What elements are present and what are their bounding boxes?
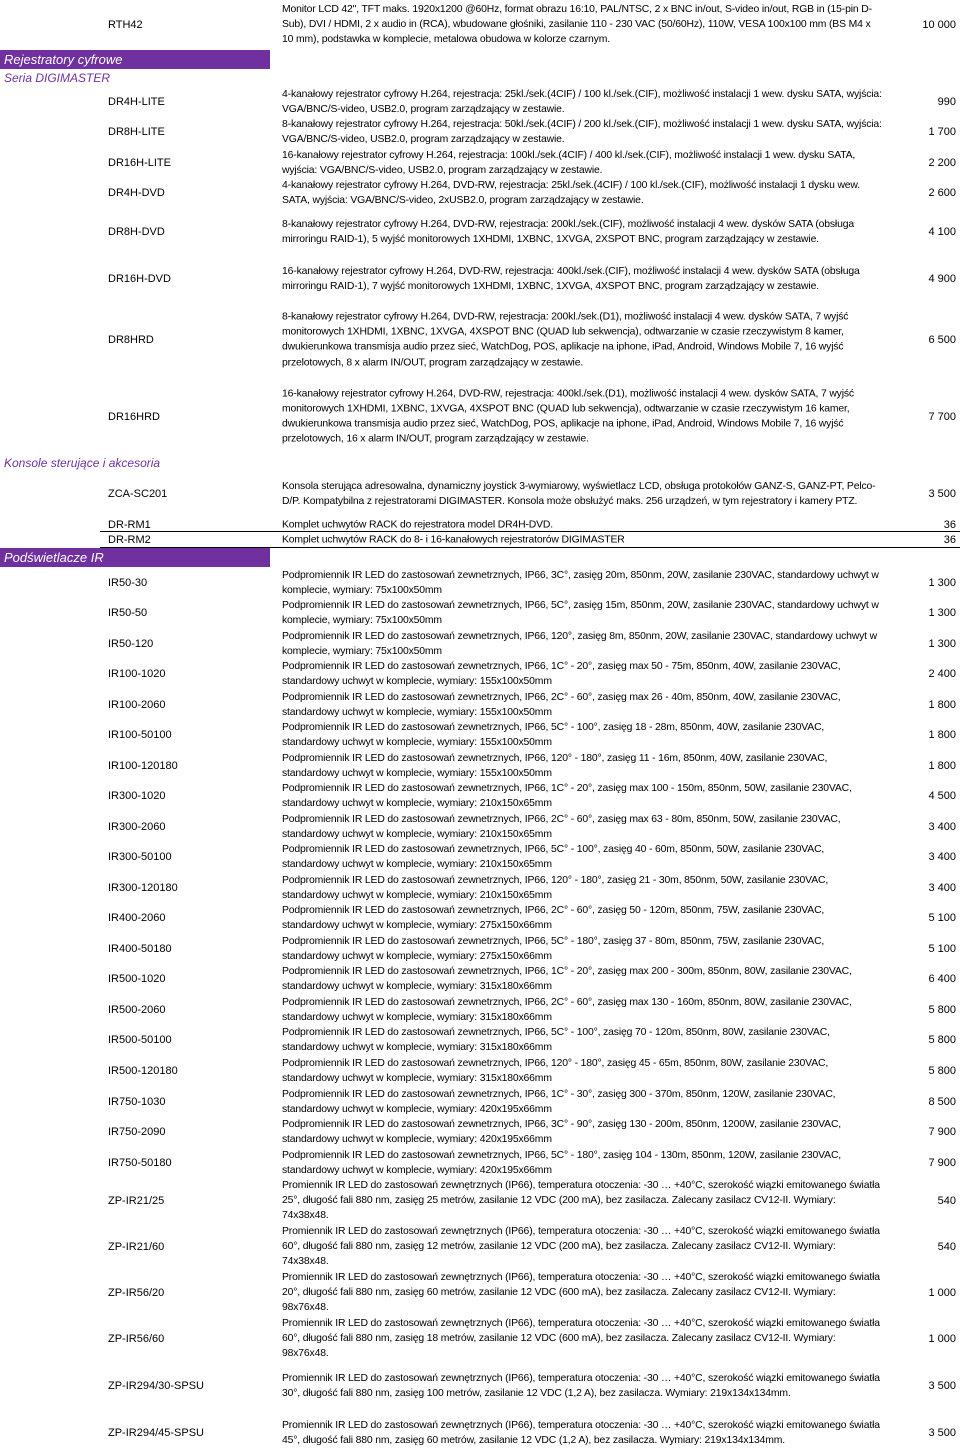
product-row [0, 1147, 960, 1178]
product-code: DR4H-DVD [108, 187, 165, 199]
product-description: 4-kanałowy rejestrator cyfrowy H.264, rejestracja: 25kl./sek.(4CIF) / 100 kl./sek.(CIF), możliwość instalacji 1 wew. dysku SATA, wyjścia: VGA/BNC/S-video, USB2.0, program zarządzający w zestawie. [282, 88, 882, 115]
product-price: 7 700 [928, 410, 956, 423]
product-row [0, 1055, 960, 1086]
product-description: Promiennik IR LED do zastosowań zewnętrznych (IP66), temperatura otoczenia: -30 … +40°C, szerokość wiązki emitowanego światła 60°, długość fali 880 nm, zasięg 18 metrów, zasilanie 12 VDC (600 mA), bez zasilacza. Zalecany zasilacz CV12-II. Wymiary: 98x76x48. [282, 1318, 880, 1360]
product-price: 1 300 [928, 576, 956, 589]
product-row [0, 1025, 960, 1055]
product-description: Podpromiennik IR LED do zastosowań zewnetrznych, IP66, 5C° - 180°, zasięg 104 - 130m, 850nm, 120W, zasilanie 230VAC, standardowy uchwyt w komplecie, wymiary: 420x195x66mm [282, 1149, 842, 1176]
product-row [0, 1086, 960, 1117]
product-code: ZP-IR294/30-SPSU [108, 1379, 204, 1392]
product-code: IR500-2060 [108, 1003, 166, 1016]
product-description: 8-kanałowy rejestrator cyfrowy H.264, DVD-RW, rejestracja: 200kl./sek.(D1), możliwość instalacji 4 wew. dysków SATA, 7 wyjść monitorowych 1XHDMI, 1XBNC, 1XVGA, 4XSPOT BNC (QUAD lub sekwencja), odtwarzanie w czasie rzeczywistym 8 kamer, dwukierunkowa transmisja audio przez sieć, WatchDog, POS, aplikacje na iphone, iPad, Android, Windows Mobile 7, 16 wyjść przelotowych, 8 x alarm IN/OUT, program zarządzający w zestawie. [282, 311, 849, 369]
product-price: 3 500 [928, 1426, 956, 1439]
product-description: Podpromiennik IR LED do zastosowań zewnetrznych, IP66, 5C°, zasięg 15m, 850nm, 20W, zasilanie 230VAC, standardowy uchwyt w komplecie, wymiary: 75x100x50mm [282, 599, 879, 626]
product-price: 7 900 [928, 1156, 956, 1169]
product-row [0, 750, 960, 781]
product-code: IR400-50180 [108, 942, 172, 955]
product-description: Promiennik IR LED do zastosowań zewnętrznych (IP66), temperatura otoczenia: -30 … +40°C, szerokość wiązki emitowanego światła 30°, długość fali 880 nm, zasięg 100 metrów, zasilanie 12 VDC (1,2 A), bez zasilacza. Wymiary: 219x134x134mm. [282, 1372, 880, 1399]
product-price: 5 100 [928, 912, 956, 924]
product-row [0, 178, 960, 208]
product-code: IR750-2090 [108, 1126, 166, 1138]
row-divider [100, 547, 960, 548]
product-code: DR16H-DVD [108, 272, 171, 285]
product-description: Podpromiennik IR LED do zastosowań zewnetrznych, IP66, 120° - 180°, zasięg 21 - 30m, 850nm, 50W, zasilanie 230VAC, standardowy uchwyt w komplecie, wymiary: 210x150x65mm [282, 874, 829, 901]
product-code: IR500-1020 [108, 973, 166, 985]
product-row [0, 781, 960, 811]
product-row [0, 964, 960, 994]
product-price: 990 [937, 95, 956, 108]
product-code: RTH42 [108, 19, 143, 31]
section-header-ir: Podświetlacze IR [0, 548, 270, 567]
product-price: 1 700 [928, 126, 956, 138]
product-row [0, 1409, 960, 1456]
product-description: 8-kanałowy rejestrator cyfrowy H.264, rejestracja: 50kl./sek.(4CIF) / 200 kl./sek.(CIF), możliwość instalacji 1 wew. dysku SATA, wyjścia: VGA/BNC/S-video, USB2.0, program zarządzający w zestawie. [282, 118, 882, 145]
product-price: 5 800 [928, 1034, 956, 1046]
section-header-rejestratory: Rejestratory cyfrowe [0, 50, 270, 69]
product-code: IR500-50100 [108, 1034, 172, 1046]
product-code: IR750-50180 [108, 1156, 172, 1169]
product-code: IR300-120180 [108, 881, 178, 894]
product-row [0, 255, 960, 302]
product-code: DR-RM2 [108, 534, 151, 546]
product-description: Podpromiennik IR LED do zastosowań zewnetrznych, IP66, 5C° - 100°, zasięg 70 - 120m, 850nm, 80W, zasilanie 230VAC, standardowy uchwyt w komplecie, wymiary: 315x180x66mm [282, 1026, 830, 1053]
product-row [0, 1270, 960, 1316]
product-row [0, 659, 960, 689]
product-description: 16-kanałowy rejestrator cyfrowy H.264, DVD-RW, rejestracja: 400kl./sek.(D1), możliwość instalacji 4 wew. dysków SATA, 7 wyjść monitorowych 1XHDMI, 1XBNC, 1XVGA, 4XSPOT BNC (QUAD lub sekwencja), odtwarzanie w czasie rzeczywistym 16 kamer, dwukierunkowa transmisja audio przez sieć, WatchDog, POS, aplikacje na iphone, iPad, Android, Windows Mobile 7, 16 wyjść przelotowych, 16 x alarm IN/OUT, program zarządzający w zestawie. [282, 388, 854, 445]
product-description: 8-kanałowy rejestrator cyfrowy H.264, DVD-RW, rejestracja: 200kl./sek.(CIF), możliwość instalacji 4 wew. dysków SATA (obsługa mirroringu RAID-1), 5 wyjść monitorowych 1XHDMI, 1XBNC, 1XVGA, 2XSPOT BNC, program zarządzający w zestawie. [282, 218, 854, 245]
product-code: IR300-50100 [108, 851, 172, 863]
product-description: Komplet uchwytów RACK do rejestratora model DR4H-DVD. [282, 518, 553, 530]
product-price: 3 500 [928, 1379, 956, 1392]
product-row [0, 872, 960, 903]
product-code: ZP-IR294/45-SPSU [108, 1426, 204, 1439]
product-code: DR16HRD [108, 410, 160, 423]
product-price: 4 100 [928, 226, 956, 238]
product-description: Podpromiennik IR LED do zastosowań zewnetrznych, IP66, 2C° - 60°, zasięg max 26 - 40m, 850nm, 40W, zasilanie 230VAC, standardowy uchwyt w komplecie, wymiary: 155x100x50mm [282, 691, 841, 718]
product-price: 1 800 [928, 729, 956, 741]
product-row [0, 1316, 960, 1362]
product-price: 4 500 [928, 790, 956, 802]
product-code: IR50-120 [108, 637, 154, 650]
product-description: 4-kanałowy rejestrator cyfrowy H.264, DVD-RW, rejestracja: 25kl./sek.(4CIF) / 100 kl./sek.(CIF), możliwość instalacji 1 dysku wew. SATA, wyjścia: VGA/BNC/S-video, 2xUSB2.0, program zarządzający w zestawie. [282, 179, 860, 206]
product-row [0, 532, 960, 548]
product-description: Konsola sterująca adresowalna, dynamiczny joystick 3-wymiarowy, wyświetlacz LCD, obsługa protokołów GANZ-S, GANZ-PT, Pelco-D/P. Kompatybilna z rejestratorami DIGIMASTER. Konsola może obsłużyć maks. 256 urządzeń, w tym rejestratory i kamery PTZ. [282, 480, 876, 507]
product-price: 540 [937, 1241, 956, 1253]
product-description: Podpromiennik IR LED do zastosowań zewnetrznych, IP66, 1C° - 20°, zasięg max 200 - 300m, 850nm, 80W, zasilanie 230VAC, standardowy uchwyt w komplecie, wymiary: 315x180x66mm [282, 965, 852, 992]
product-price: 1 300 [928, 637, 956, 650]
product-description: Podpromiennik IR LED do zastosowań zewnetrznych, IP66, 2C° - 60°, zasięg 50 - 120m, 850nm, 75W, zasilanie 230VAC, standardowy uchwyt w komplecie, wymiary: 275x150x66mm [282, 904, 825, 931]
product-price: 36 [943, 534, 956, 546]
product-code: IR300-2060 [108, 820, 166, 833]
product-row [0, 903, 960, 933]
product-price: 5 100 [928, 942, 956, 955]
product-description: Komplet uchwytów RACK do 8- i 16-kanałowych rejestratorów DIGIMASTER [282, 534, 625, 546]
product-description: Monitor LCD 42", TFT maks. 1920x1200 @60Hz, format obrazu 16:10, PAL/NTSC, 2 x BNC in/out, S-video in/out, RGB in (15-pin D-Sub), DVI / HDMI, 2 x audio in (RCA), wbudowane głośniki, zasilanie 110 - 230 VAC (50/60Hz), 110W, VESA 100x100 mm (BS M4 x 10 mm), podstawka w komplecie, metalowa obudowa w kolorze czarnym. [282, 4, 872, 46]
product-code: DR8H-LITE [108, 126, 165, 138]
product-description: 16-kanałowy rejestrator cyfrowy H.264, rejestracja: 100kl./sek.(4CIF) / 400 kl./sek.(CIF), możliwość instalacji 1 wew. dysku SATA, wyjścia: VGA/BNC/S-video, USB2.0, program zarządzający w zestawie. [282, 149, 856, 176]
product-row [0, 209, 960, 255]
product-row [0, 628, 960, 659]
product-price: 3 400 [928, 820, 956, 833]
product-row [0, 147, 960, 178]
product-description: Podpromiennik IR LED do zastosowań zewnetrznych, IP66, 2C° - 60°, zasięg max 63 - 80m, 850nm, 50W, zasilanie 230VAC, standardowy uchwyt w komplecie, wymiary: 210x150x65mm [282, 813, 841, 840]
product-description: Podpromiennik IR LED do zastosowań zewnetrznych, IP66, 5C° - 100°, zasięg 18 - 28m, 850nm, 40W, zasilanie 230VAC, standardowy uchwyt w komplecie, wymiary: 155x100x50mm [282, 721, 825, 748]
product-price: 4 900 [928, 272, 956, 285]
product-code: IR300-1020 [108, 790, 166, 802]
product-code: IR100-2060 [108, 698, 166, 711]
product-description: Podpromiennik IR LED do zastosowań zewnetrznych, IP66, 5C° - 180°, zasięg 37 - 80m, 850nm, 75W, zasilanie 230VAC, standardowy uchwyt w komplecie, wymiary: 275x150x66mm [282, 935, 825, 962]
product-price: 6 500 [928, 334, 956, 346]
product-price: 1 800 [928, 698, 956, 711]
product-code: IR500-120180 [108, 1064, 178, 1077]
product-price: 2 200 [928, 156, 956, 169]
product-row [0, 302, 960, 378]
product-description: Promiennik IR LED do zastosowań zewnętrznych (IP66), temperatura otoczenia: -30 … +40°C, szerokość wiązki emitowanego światła 45°, długość fali 880 nm, zasięg 60 metrów, zasilanie 12 VDC (1,2 A), bez zasilacza. Wymiary: 219x134x134mm. [282, 1419, 880, 1446]
product-price: 5 800 [928, 1064, 956, 1077]
product-description: Podpromiennik IR LED do zastosowań zewnetrznych, IP66, 3C° - 90°, zasięg 130 - 200m, 850nm, 1200W, zasilanie 230VAC, standardowy uchwyt w komplecie, wymiary: 420x195x66mm [282, 1118, 842, 1145]
product-row [0, 378, 960, 455]
product-row [0, 117, 960, 147]
product-row [0, 994, 960, 1025]
product-price: 5 800 [928, 1003, 956, 1016]
product-row [0, 86, 960, 117]
product-row [0, 689, 960, 720]
product-description: Podpromiennik IR LED do zastosowań zewnetrznych, IP66, 5C° - 100°, zasięg 40 - 60m, 850nm, 50W, zasilanie 230VAC, standardowy uchwyt w komplecie, wymiary: 210x150x65mm [282, 843, 825, 870]
product-code: IR50-50 [108, 607, 148, 619]
product-price: 540 [937, 1195, 956, 1207]
product-price: 1 300 [928, 607, 956, 619]
product-row [0, 0, 960, 50]
product-row [0, 1224, 960, 1270]
product-price: 1 000 [928, 1333, 956, 1345]
product-code: ZP-IR56/60 [108, 1333, 165, 1345]
product-code: DR8H-DVD [108, 226, 165, 238]
product-row [0, 567, 960, 598]
product-code: ZCA-SC201 [108, 487, 168, 500]
product-row [0, 720, 960, 750]
product-description: Podpromiennik IR LED do zastosowań zewnetrznych, IP66, 120°, zasięg 8m, 850nm, 20W, zasilanie 230VAC, standardowy uchwyt w komplecie, wymiary: 75x100x50mm [282, 630, 877, 657]
product-code: ZP-IR21/25 [108, 1195, 165, 1207]
product-description: Podpromiennik IR LED do zastosowań zewnetrznych, IP66, 3C°, zasięg 20m, 850nm, 20W, zasilanie 230VAC, standardowy uchwyt w komplecie, wymiary: 75x100x50mm [282, 569, 879, 596]
product-row [0, 517, 960, 532]
product-description: Podpromiennik IR LED do zastosowań zewnetrznych, IP66, 1C° - 20°, zasięg max 50 - 75m, 850nm, 40W, zasilanie 230VAC, standardowy uchwyt w komplecie, wymiary: 155x100x50mm [282, 660, 841, 687]
product-row [0, 1362, 960, 1409]
product-price: 6 400 [928, 973, 956, 985]
product-price: 8 500 [928, 1095, 956, 1108]
section-header-konsole: Konsole sterujące i akcesoria [4, 456, 161, 470]
product-code: IR100-120180 [108, 759, 178, 772]
product-price: 7 900 [928, 1126, 956, 1138]
product-description: Podpromiennik IR LED do zastosowań zewnetrznych, IP66, 1C° - 20°, zasięg max 100 - 150m, 850nm, 50W, zasilanie 230VAC, standardowy uchwyt w komplecie, wymiary: 210x150x65mm [282, 782, 852, 809]
product-description: Promiennik IR LED do zastosowań zewnętrznych (IP66), temperatura otoczenia: -30 … +40°C, szerokość wiązki emitowanego światła 20°, długość fali 880 nm, zasięg 60 metrów, zasilanie 12 VDC (600 mA), bez zasilacza. Zalecany zasilacz CV12-II. Wymiary: 98x76x48. [282, 1272, 880, 1314]
section-subheader-seria: Seria DIGIMASTER [4, 71, 111, 85]
product-price: 3 400 [928, 851, 956, 863]
product-code: IR400-2060 [108, 912, 166, 924]
product-code: ZP-IR56/20 [108, 1287, 165, 1299]
product-row [0, 1117, 960, 1147]
product-code: ZP-IR21/60 [108, 1241, 165, 1253]
product-price: 36 [943, 518, 956, 531]
product-price: 1 800 [928, 759, 956, 772]
product-description: Podpromiennik IR LED do zastosowań zewnetrznych, IP66, 120° - 180°, zasięg 45 - 65m, 850nm, 80W, zasilanie 230VAC, standardowy uchwyt w komplecie, wymiary: 315x180x66mm [282, 1057, 829, 1084]
product-code: IR50-30 [108, 576, 148, 589]
product-price: 1 000 [928, 1287, 956, 1299]
product-price: 2 400 [928, 668, 956, 680]
product-code: DR16H-LITE [108, 156, 171, 169]
product-code: DR8HRD [108, 334, 154, 346]
product-code: IR100-50100 [108, 729, 172, 741]
product-description: Promiennik IR LED do zastosowań zewnętrznych (IP66), temperatura otoczenia: -30 … +40°C, szerokość wiązki emitowanego światła 60°, długość fali 880 nm, zasięg 12 metrów, zasilanie 12 VDC (200 mA), bez zasilacza. Zalecany zasilacz CV12-II. Wymiary: 74x38x48. [282, 1226, 880, 1268]
product-price: 2 600 [928, 187, 956, 199]
product-row [0, 1178, 960, 1224]
product-code: IR750-1030 [108, 1095, 166, 1108]
product-row [0, 598, 960, 628]
product-code: DR-RM1 [108, 518, 151, 531]
product-price: 10 000 [922, 19, 956, 31]
product-description: 16-kanałowy rejestrator cyfrowy H.264, DVD-RW, rejestracja: 400kl./sek.(CIF), możliwość instalacji 4 wew. dysków SATA (obsługa mirroringu RAID-1), 7 wyjść monitorowych 1XHDMI, 1XBNC, 1XVGA, 4XSPOT BNC, program zarządzający w zestawie. [282, 265, 860, 292]
product-description: Podpromiennik IR LED do zastosowań zewnetrznych, IP66, 2C° - 60°, zasięg max 130 - 160m, 850nm, 80W, zasilanie 230VAC, standardowy uchwyt w komplecie, wymiary: 315x180x66mm [282, 996, 852, 1023]
product-description: Podpromiennik IR LED do zastosowań zewnetrznych, IP66, 1C° - 30°, zasięg 300 - 370m, 850nm, 120W, zasilanie 230VAC, standardowy uchwyt w komplecie, wymiary: 420x195x66mm [282, 1088, 836, 1115]
product-price: 3 500 [928, 487, 956, 500]
product-description: Promiennik IR LED do zastosowań zewnętrznych (IP66), temperatura otoczenia: -30 … +40°C, szerokość wiązki emitowanego światła 25°, długość fali 880 nm, zasięg 25 metrów, zasilanie 12 VDC (200 mA), bez zasilacza. Zalecany zasilacz CV12-II. Wymiary: 74x38x48. [282, 1180, 880, 1222]
product-description: Podpromiennik IR LED do zastosowań zewnetrznych, IP66, 120° - 180°, zasięg 11 - 16m, 850nm, 40W, zasilanie 230VAC, standardowy uchwyt w komplecie, wymiary: 155x100x50mm [282, 752, 828, 779]
product-row [0, 842, 960, 872]
product-code: IR100-1020 [108, 668, 166, 680]
product-code: DR4H-LITE [108, 95, 165, 108]
product-row [0, 470, 960, 517]
product-row [0, 933, 960, 964]
product-row [0, 811, 960, 842]
product-price: 3 400 [928, 881, 956, 894]
